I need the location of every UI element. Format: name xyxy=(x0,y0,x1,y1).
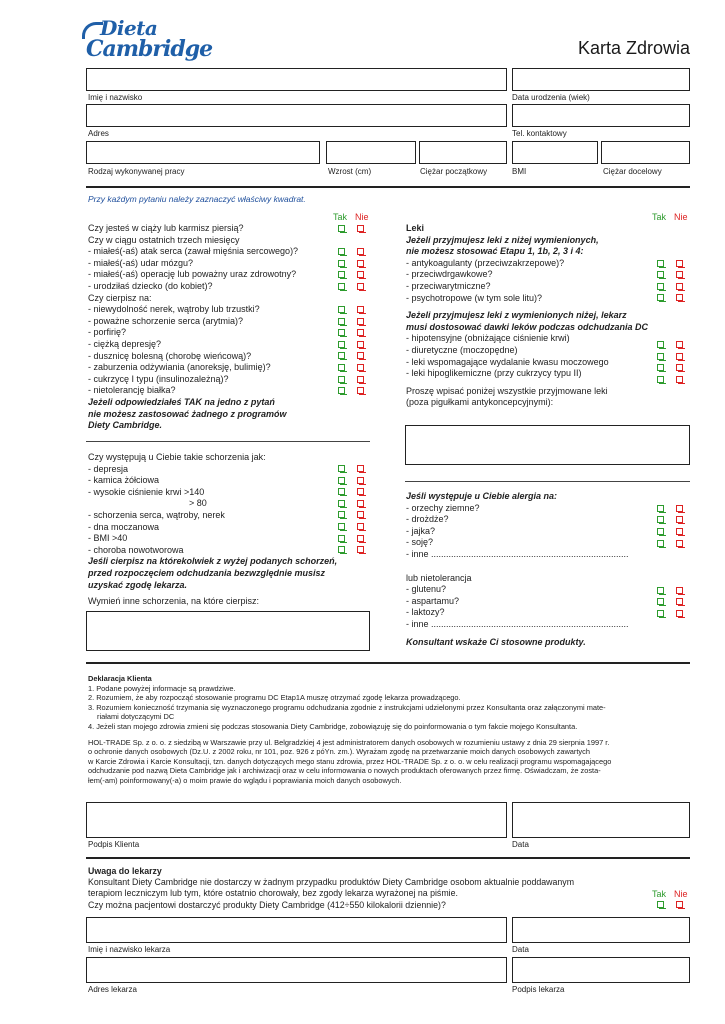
question: - choroba nowotworowa xyxy=(88,544,184,555)
client-date-input[interactable] xyxy=(512,802,690,838)
target-weight-input[interactable] xyxy=(601,141,690,164)
tak-header-right: Tak xyxy=(652,212,667,222)
divider xyxy=(86,186,690,188)
checkbox-nie[interactable] xyxy=(676,353,683,360)
checkbox-nie[interactable] xyxy=(676,364,683,371)
warning-text: Diety Cambridge. xyxy=(88,420,163,431)
checkbox-nie[interactable] xyxy=(676,376,683,383)
checkbox-nie[interactable] xyxy=(357,465,364,472)
checkbox-nie[interactable] xyxy=(357,318,364,325)
question: - inne ............................................................................... xyxy=(406,548,629,559)
target-weight-label: Ciężar docelowy xyxy=(603,167,662,176)
left1-questions xyxy=(88,223,298,432)
question: - depresja xyxy=(88,463,129,474)
question: - laktozy? xyxy=(406,607,445,618)
question: - aspartamu? xyxy=(406,595,460,606)
question: - leki hipoglikemiczne (przy cukrzycy typu II) xyxy=(406,368,582,379)
checkbox-nie[interactable] xyxy=(357,387,364,394)
declaration-line: riałami dotyczącymi DC xyxy=(97,712,175,722)
checkbox-tak[interactable] xyxy=(338,500,345,507)
warning-text: Jeżeli przyjmujesz leki z wymienionych niżej, lekarz xyxy=(406,310,627,321)
address-label: Adres xyxy=(88,129,109,138)
checkbox-tak[interactable] xyxy=(338,306,345,313)
doctor-line: Czy można pacjentowi dostarczyć produkty Diety Cambridge (412÷550 kilokalorii dziennie)? xyxy=(88,899,446,910)
doctor-date-label: Data xyxy=(512,945,529,954)
name-input[interactable] xyxy=(86,68,507,91)
warning-text: przed rozpoczęciem odchudzania bezwzględnie musisz xyxy=(88,567,326,578)
address-input[interactable] xyxy=(86,104,507,127)
name-label: Imię i nazwisko xyxy=(88,93,143,102)
checkbox-nie[interactable] xyxy=(357,535,364,542)
checkbox-nie[interactable] xyxy=(357,376,364,383)
checkbox-nie[interactable] xyxy=(357,341,364,348)
nie-header-left: Nie xyxy=(355,212,369,222)
question: Czy jesteś w ciąży lub karmisz piersią? xyxy=(88,223,244,233)
doctor-line: Konsultant Diety Cambridge nie dostarczy w żadnym przypadku produktów Diety Cambridge osobom aktualnie poddawanym xyxy=(88,877,575,888)
question: - antykoagulanty (przeciwzakrzepowe)? xyxy=(406,257,565,268)
doctor-address-input[interactable] xyxy=(86,957,507,983)
question: - nietolerancję białka? xyxy=(88,385,176,396)
warning-text: Jeśli cierpisz na którekolwiek z wyżej podanych schorzeń, xyxy=(88,556,338,567)
doctor-signature-input[interactable] xyxy=(512,957,690,983)
warning-text: nie możesz zastosować żadnego z programów xyxy=(88,408,287,419)
question: - przeciwarytmiczne? xyxy=(406,280,491,291)
right-leki xyxy=(406,223,648,409)
doctor-name-input[interactable] xyxy=(86,917,507,943)
question: - dna moczanowa xyxy=(88,521,160,532)
gdpr-line: HOL-TRADE Sp. z o. o. z siedzibą w Warszawie przy ul. Belgradzkiej 4 jest administratorem danych osobowych w rozumieniu ustawy z dnia 29 sierpnia 1997 r. xyxy=(88,737,610,747)
checkbox-nie[interactable] xyxy=(676,271,683,278)
checkbox-nie[interactable] xyxy=(676,260,683,267)
gdpr-line: w Karcie Zdrowia i Karcie Konsultacji, tzn. danych dotyczących mego stanu zdrowia, przez HOL-TRADE Sp. z o. o. w celu realizacji programu wspomagającego xyxy=(88,756,612,766)
bmi-input[interactable] xyxy=(512,141,598,164)
checkbox-nie[interactable] xyxy=(357,283,364,290)
checkbox-nie[interactable] xyxy=(357,248,364,255)
checkbox-nie[interactable] xyxy=(676,901,683,908)
checkbox-nie[interactable] xyxy=(357,352,364,359)
checkbox-tak[interactable] xyxy=(338,318,345,325)
question: - diuretyczne (moczopędne) xyxy=(406,344,518,355)
checkbox-nie[interactable] xyxy=(676,587,683,594)
question: - BMI >40 xyxy=(88,533,128,544)
dob-label: Data urodzenia (wiek) xyxy=(512,93,590,102)
question: - dusznicę bolesną (chorobę wieńcową)? xyxy=(88,350,252,361)
question: Czy w ciągu ostatnich trzech miesięcy xyxy=(88,234,240,245)
question: Czy występują u Ciebie takie schorzenia jak: xyxy=(88,452,266,462)
checkbox-tak[interactable] xyxy=(338,341,345,348)
doctor-note xyxy=(88,866,574,911)
checkbox-nie[interactable] xyxy=(357,477,364,484)
warning-text: Jeżeli przyjmujesz leki z niżej wymienionych, xyxy=(406,234,599,245)
checkbox-tak[interactable] xyxy=(338,477,345,484)
doctor-signature-label: Podpis lekarza xyxy=(512,985,565,994)
question: > 80 xyxy=(189,498,207,509)
question: - miałeś(-aś) atak serca (zawał mięśnia sercowego)? xyxy=(88,246,299,257)
question: - urodziłaś dziecko (do kobiet)? xyxy=(88,280,213,291)
doctor-title: Uwaga do lekarzy xyxy=(88,866,162,876)
nie-header-right: Nie xyxy=(674,212,688,222)
job-label: Rodzaj wykonywanej pracy xyxy=(88,167,185,176)
client-signature-label: Podpis Klienta xyxy=(88,840,140,849)
checkbox-tak[interactable] xyxy=(338,546,345,553)
checkbox-tak[interactable] xyxy=(657,376,664,383)
checkbox-nie[interactable] xyxy=(357,260,364,267)
checkbox-tak[interactable] xyxy=(657,353,664,360)
checkbox-nie[interactable] xyxy=(357,225,364,232)
checkbox-tak[interactable] xyxy=(657,294,664,301)
checkbox-tak[interactable] xyxy=(657,271,664,278)
question: - schorzenia serca, wątroby, nerek xyxy=(88,509,225,520)
job-input[interactable] xyxy=(86,141,320,164)
checkbox-nie[interactable] xyxy=(357,364,364,371)
checkbox-tak[interactable] xyxy=(338,523,345,530)
question: - miałeś(-aś) operację lub poważny uraz zdrowotny? xyxy=(88,269,297,280)
question: - jajka? xyxy=(406,525,436,536)
checkbox-tak[interactable] xyxy=(657,516,664,523)
warning-text: uzyskać zgodę lekarza. xyxy=(88,579,188,590)
checkbox-tak[interactable] xyxy=(657,528,664,535)
section-title: lub nietolerancja xyxy=(406,572,472,583)
declaration-title: Deklaracja Klienta xyxy=(88,674,152,683)
checkbox-tak[interactable] xyxy=(338,271,345,278)
bmi-label: BMI xyxy=(512,167,527,176)
divider xyxy=(86,857,690,859)
checkbox-nie[interactable] xyxy=(357,488,364,495)
checkbox-tak[interactable] xyxy=(657,364,664,371)
checkbox-nie[interactable] xyxy=(357,500,364,507)
right-alergia xyxy=(406,491,629,648)
divider xyxy=(405,481,690,482)
height-label: Wzrost (cm) xyxy=(328,167,372,176)
checkbox-tak[interactable] xyxy=(338,488,345,495)
question: - wysokie ciśnienie krwi >140 xyxy=(88,486,205,497)
page-title: Karta Zdrowia xyxy=(577,38,690,58)
declaration-line: 2. Rozumiem, że aby rozpocząć stosowanie programu DC Etap1A muszę otrzymać zgodę lekarza prowadzącego. xyxy=(88,693,461,703)
left2-questions xyxy=(88,452,337,608)
checkbox-tak[interactable] xyxy=(657,540,664,547)
checkbox-tak[interactable] xyxy=(657,283,664,290)
checkbox-nie[interactable] xyxy=(357,511,364,518)
gdpr-line: o ochronie danych osobowych (Dz.U. z 2002 roku, nr 101, poz. 926 z póYn. zm.). Wyrażam zgodę na przetwarzanie moich danych osobowych zawartych xyxy=(88,747,590,757)
other-meds-label: Proszę wpisać poniżej wszystkie przyjmowane leki xyxy=(406,385,608,396)
doctor-date-input[interactable] xyxy=(512,917,690,943)
question: - przeciwdrgawkowe? xyxy=(406,269,493,280)
doctor-line: terapiom leczniczym lub tym, które ostatnio chorowały, bez zgody lekarza wyrażonej na piśmie. xyxy=(88,888,458,899)
warning-text: nie możesz stosować Etapu 1, 1b, 2, 3 i 4: xyxy=(406,246,584,257)
start-weight-label: Ciężar początkowy xyxy=(420,167,488,176)
checkbox-nie[interactable] xyxy=(676,610,683,617)
checkbox-tak[interactable] xyxy=(338,329,345,336)
checkbox-nie[interactable] xyxy=(676,598,683,605)
checkbox-nie[interactable] xyxy=(357,329,364,336)
question: - zaburzenia odżywiania (anoreksję, bulimię)? xyxy=(88,362,271,373)
checkbox-nie[interactable] xyxy=(676,516,683,523)
other-meds-label: (poza pigułkami antykoncepcyjnymi): xyxy=(406,397,554,408)
checkbox-tak[interactable] xyxy=(657,610,664,617)
question: - kamica żółciowa xyxy=(88,475,160,486)
declaration-line: 3. Rozumiem konieczność trzymania się wyznaczonego programu odchudzania zgodnie z instrukcjami udzielonymi przez Konsultanta oraz załączonymi mate- xyxy=(88,702,606,712)
checkbox-tak[interactable] xyxy=(338,225,345,232)
question: - miałeś(-aś) udar mózgu? xyxy=(88,257,194,268)
phone-label: Tel. kontaktowy xyxy=(512,129,567,138)
tak-header-doctor: Tak xyxy=(652,889,667,899)
checkbox-tak[interactable] xyxy=(657,341,664,348)
checkbox-tak[interactable] xyxy=(338,465,345,472)
checkbox-tak[interactable] xyxy=(657,505,664,512)
checkbox-tak[interactable] xyxy=(338,352,345,359)
question: - niewydolność nerek, wątroby lub trzustki? xyxy=(88,304,260,315)
checkbox-tak[interactable] xyxy=(338,376,345,383)
divider xyxy=(86,441,370,442)
checkbox-tak[interactable] xyxy=(338,535,345,542)
question: Czy cierpisz na: xyxy=(88,292,152,303)
checkbox-tak[interactable] xyxy=(338,260,345,267)
checkbox-tak[interactable] xyxy=(338,364,345,371)
other-conditions-label: Wymień inne schorzenia, na które cierpisz: xyxy=(88,596,259,607)
divider xyxy=(86,662,690,664)
checkbox-tak[interactable] xyxy=(657,598,664,605)
doctor-address-label: Adres lekarza xyxy=(88,985,137,994)
logo-line1: Dieta xyxy=(100,16,158,40)
client-date-label: Data xyxy=(512,840,529,849)
gdpr-line: łem(-am) poinformowany(-a) o moim prawie do wglądu i poprawiania moich danych osobowych. xyxy=(88,775,402,785)
question: - soję? xyxy=(406,537,434,548)
question: - orzechy ziemne? xyxy=(406,502,480,513)
height-input[interactable] xyxy=(326,141,416,164)
question: - hipotensyjne (obniżające ciśnienie krwi) xyxy=(406,333,570,344)
question: - ciężką depresję? xyxy=(88,338,162,349)
checkbox-tak[interactable] xyxy=(338,248,345,255)
question: - leki wspomagające wydalanie kwasu moczowego xyxy=(406,356,609,367)
question: - psychotropowe (w tym sole litu)? xyxy=(406,292,543,303)
checkbox-nie[interactable] xyxy=(357,523,364,530)
checkbox-nie[interactable] xyxy=(676,294,683,301)
warning-text: Jeżeli odpowiedziałeś TAK na jedno z pytań xyxy=(88,396,275,407)
checkbox-nie[interactable] xyxy=(357,546,364,553)
other-conditions-input[interactable] xyxy=(86,611,370,651)
section-title: Jeśli występuje u Ciebie alergia na: xyxy=(406,491,558,501)
gdpr-line: odchudzanie pod nazwą Dieta Cambridge jak i archiwizacji oraz w celu informowania o nowych produktach oferowanych przez firmę. Oświadczam, że zosta- xyxy=(88,766,601,776)
instruction: Przy każdym pytaniu należy zaznaczyć właściwy kwadrat. xyxy=(88,194,306,204)
checkbox-tak[interactable] xyxy=(657,587,664,594)
checkbox-nie[interactable] xyxy=(676,540,683,547)
checkbox-nie[interactable] xyxy=(676,505,683,512)
checkbox-nie[interactable] xyxy=(676,341,683,348)
checkbox-tak[interactable] xyxy=(338,511,345,518)
question: - poważne schorzenie serca (arytmia)? xyxy=(88,315,244,326)
declaration-line: 1. Podane powyżej informacje są prawdziwe. xyxy=(88,683,236,693)
question: - cukrzycę I typu (insulinozależną)? xyxy=(88,373,229,384)
checkbox-tak[interactable] xyxy=(338,283,345,290)
checkbox-tak[interactable] xyxy=(657,901,664,908)
question: - inne ............................................................................... xyxy=(406,618,629,629)
phone-input[interactable] xyxy=(512,104,690,127)
client-signature-input[interactable] xyxy=(86,802,507,838)
consultant-note: Konsultant wskaże Ci stosowne produkty. xyxy=(406,636,586,647)
declaration xyxy=(88,674,611,786)
warning-text: musi dostosować dawki leków podczas odchudzania DC xyxy=(406,321,649,332)
other-meds-input[interactable] xyxy=(405,425,690,465)
section-title: Leki xyxy=(406,223,425,233)
nie-header-doctor: Nie xyxy=(674,889,688,899)
question: - glutenu? xyxy=(406,584,447,595)
start-weight-input[interactable] xyxy=(419,141,507,164)
declaration-line: 4. Jeżeli stan mojego zdrowia zmieni się podczas stosowania Diety Cambridge, zobowiązuję się do poinformowania o tym fakcie mojego Konsultanta. xyxy=(88,721,578,731)
checkbox-nie[interactable] xyxy=(357,271,364,278)
checkbox-nie[interactable] xyxy=(676,283,683,290)
dob-input[interactable] xyxy=(512,68,690,91)
checkbox-tak[interactable] xyxy=(338,387,345,394)
checkbox-nie[interactable] xyxy=(357,306,364,313)
checkbox-tak[interactable] xyxy=(657,260,664,267)
tak-header-left: Tak xyxy=(333,212,348,222)
logo-line2: Cambridge xyxy=(86,36,213,62)
question: - porfirię? xyxy=(88,327,127,338)
checkbox-nie[interactable] xyxy=(676,528,683,535)
question: - drożdże? xyxy=(406,514,449,525)
doctor-name-label: Imię i nazwisko lekarza xyxy=(88,945,171,954)
